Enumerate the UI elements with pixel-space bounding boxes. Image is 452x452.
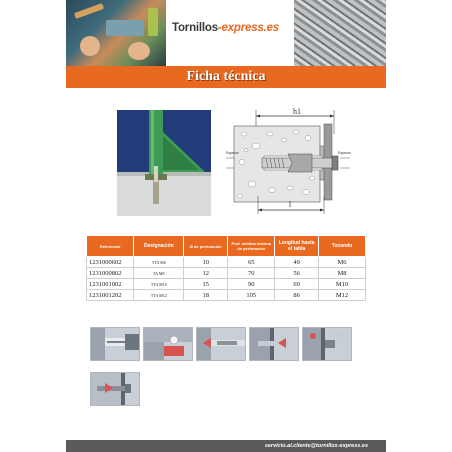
- cleaning-pump-icon: [144, 328, 192, 360]
- logo-box: [166, 0, 294, 66]
- cell-thread: M6: [319, 257, 366, 268]
- cell-reference: 1231001002: [87, 279, 134, 290]
- footer: [66, 440, 386, 452]
- tool-shape: [106, 20, 144, 36]
- table-row: [87, 279, 366, 290]
- brand-logo[interactable]: [172, 22, 279, 34]
- dim-top-label: h1: [293, 107, 301, 116]
- page-title: Ficha técnica: [186, 69, 266, 84]
- step-drill: [90, 327, 140, 361]
- step-position: [249, 327, 299, 361]
- cell-drill-diameter: 18: [184, 290, 228, 301]
- hand-shape: [80, 36, 100, 56]
- cell-reference: 1231000802: [87, 268, 134, 279]
- header: [66, 0, 386, 66]
- dim-bottom-label: l: [288, 200, 292, 209]
- tool-shape: [148, 8, 158, 36]
- position-anchor-icon: [250, 328, 298, 360]
- step-clean: [143, 327, 193, 361]
- installation-photo-drawing: [117, 110, 211, 216]
- title-bar: [66, 66, 386, 88]
- table-row: [87, 268, 366, 279]
- table-row: [87, 257, 366, 268]
- cell-designation: TTA M6: [134, 257, 184, 268]
- col-header: Referencia: [87, 236, 134, 257]
- spec-table: [86, 235, 366, 301]
- cell-drill-depth: 105: [228, 290, 275, 301]
- footer-email[interactable]: servicio.al.cliente@tornillos-express.es: [264, 443, 368, 449]
- brand-name-main: Tornillos: [172, 22, 218, 34]
- installation-photo: [117, 110, 211, 216]
- cell-length: 49: [275, 257, 319, 268]
- col-header: Longitud hasta el tabla: [275, 236, 319, 257]
- cell-thread: M8: [319, 268, 366, 279]
- cell-drill-diameter: 10: [184, 257, 228, 268]
- cell-thread: M10: [319, 279, 366, 290]
- tool-shape: [74, 3, 104, 19]
- table-row: [87, 290, 366, 301]
- step-finished: [90, 372, 140, 406]
- dim-right-label: Espesor: [338, 151, 351, 155]
- header-photo-screws: [294, 0, 386, 66]
- anchor-bolt-icon: [226, 104, 351, 219]
- cell-designation: TTA M10: [134, 279, 184, 290]
- step-tighten: [302, 327, 352, 361]
- dim-left-label: Espesor: [226, 151, 239, 155]
- col-header: Ø de perforación: [184, 236, 228, 257]
- cell-length: 56: [275, 268, 319, 279]
- insert-anchor-icon: [197, 328, 245, 360]
- finished-anchor-icon: [91, 373, 139, 405]
- cell-drill-diameter: 15: [184, 279, 228, 290]
- cell-drill-diameter: 12: [184, 268, 228, 279]
- col-header: Designación: [134, 236, 184, 257]
- cell-designation: TTA M12: [134, 290, 184, 301]
- wrench-icon: [303, 328, 351, 360]
- table-header-row: [87, 236, 366, 257]
- cell-length: 69: [275, 279, 319, 290]
- drill-icon: [91, 328, 139, 360]
- hand-shape: [128, 42, 150, 60]
- cell-reference: 1231001202: [87, 290, 134, 301]
- cell-thread: M12: [319, 290, 366, 301]
- header-photo-tools: [66, 0, 166, 66]
- brand-name-accent: -express.es: [217, 22, 280, 34]
- cell-designation: TA M8: [134, 268, 184, 279]
- cell-drill-depth: 70: [228, 268, 275, 279]
- cell-length: 86: [275, 290, 319, 301]
- cell-drill-depth: 90: [228, 279, 275, 290]
- cell-reference: 1231000602: [87, 257, 134, 268]
- cell-drill-depth: 65: [228, 257, 275, 268]
- anchor-diagram: [226, 104, 351, 219]
- col-header: Prof. mínima mínima de perforación: [228, 236, 275, 257]
- step-insert: [196, 327, 246, 361]
- col-header: Tocando: [319, 236, 366, 257]
